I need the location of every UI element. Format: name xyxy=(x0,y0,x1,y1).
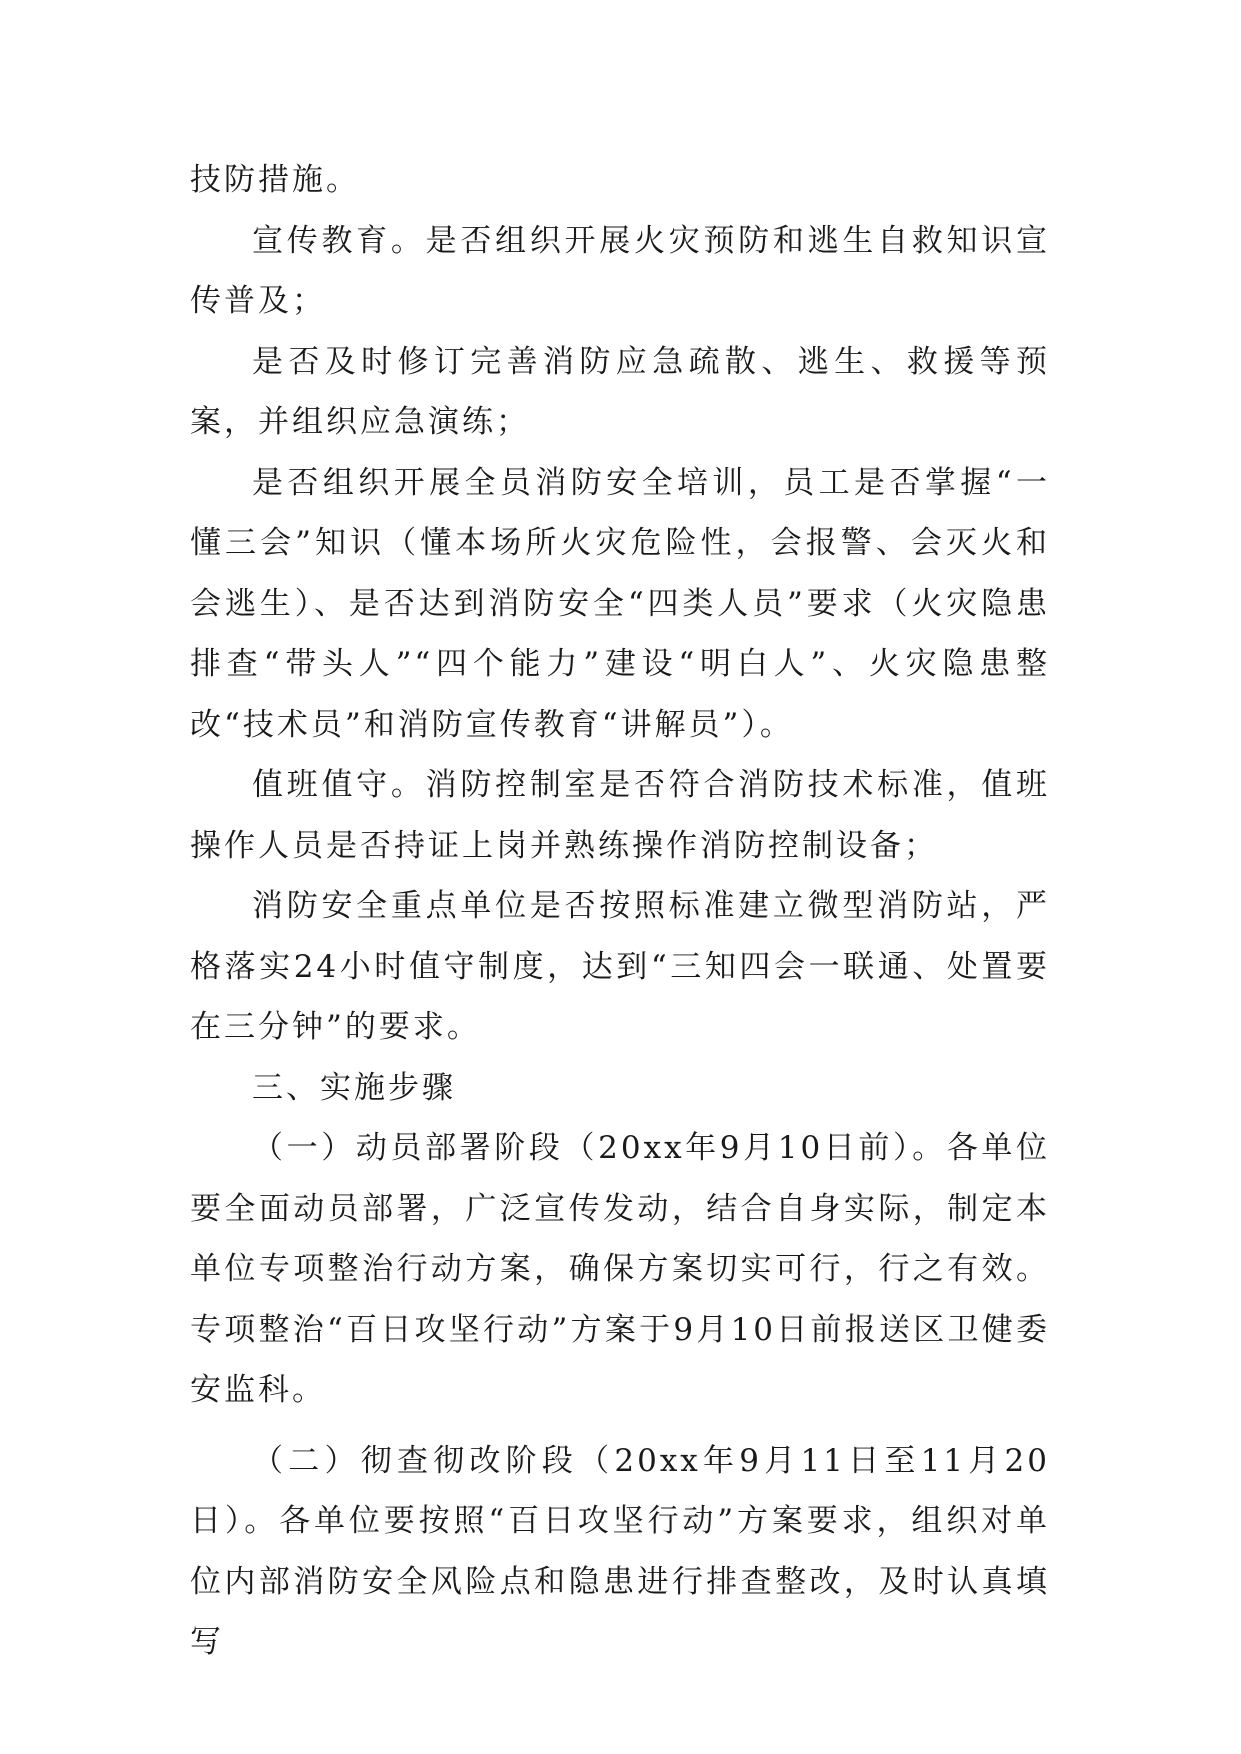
document-body xyxy=(190,150,1050,1673)
paragraph-duty-watch: 值班值守。消防控制室是否符合消防技术标准，值班操作人员是否持证上岗并熟练操作消防控制设备； xyxy=(190,767,1050,864)
paragraph-micro-fire-station: 消防安全重点单位是否按照标准建立微型消防站，严格落实24小时值守制度，达到“三知四会一联通、处置要在三分钟”的要求。 xyxy=(190,888,1050,1045)
paragraph-mobilization-stage: （一）动员部署阶段（20xx年9月10日前）。各单位要全面动员部署，广泛宣传发动，结合自身实际，制定本单位专项整治行动方案，确保方案切实可行，行之有效。专项整治“百日攻坚行动”方案于9月10日前报送区卫健委安监科。 xyxy=(190,1130,1050,1408)
section-heading-implementation-steps: 三、实施步骤 xyxy=(252,1069,456,1106)
paragraph-tech-measures: 技防措施。 xyxy=(190,162,360,198)
paragraph-publicity-education: 宣传教育。是否组织开展火灾预防和逃生自救知识宣传普及； xyxy=(190,222,1050,319)
paragraph-emergency-plan: 是否及时修订完善消防应急疏散、逃生、救援等预案，并组织应急演练； xyxy=(190,343,1050,440)
paragraph-inspection-stage: （二）彻查彻改阶段（20xx年9月11日至11月20日）。各单位要按照“百日攻坚行动”方案要求，组织对单位内部消防安全风险点和隐患进行排查整改，及时认真填写 xyxy=(190,1442,1050,1660)
paragraph-staff-training: 是否组织开展全员消防安全培训，员工是否掌握“一懂三会”知识（懂本场所火灾危险性，会报警、会灭火和会逃生）、是否达到消防安全“四类人员”要求（火灾隐患排查“带头人”“四个能力”建设“明白人”、火灾隐患整改“技术员”和消防宣传教育“讲解员”）。 xyxy=(190,464,1050,743)
